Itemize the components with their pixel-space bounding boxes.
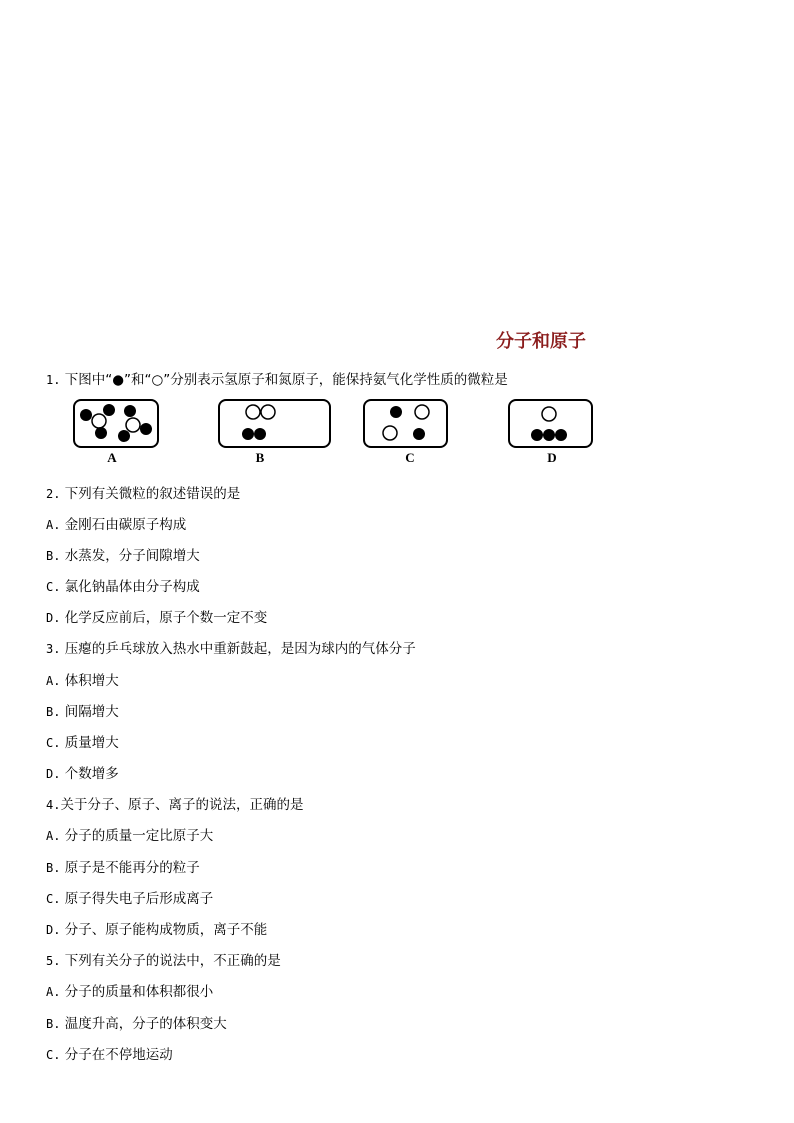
option-label: B.	[46, 861, 61, 875]
option-label: D.	[46, 923, 61, 937]
option-text: 原子得失电子后形成离子	[64, 891, 214, 907]
molecule-figure	[70, 396, 600, 468]
nitrogen-atom	[92, 414, 106, 428]
option-label: C.	[46, 892, 61, 906]
figure-label-d: D	[547, 450, 557, 465]
nitrogen-atom	[415, 405, 429, 419]
question-1	[46, 368, 508, 388]
question-number: 5.	[46, 954, 61, 968]
question-text: 下列有关分子的说法中，不正确的是	[64, 953, 281, 969]
option-label: C.	[46, 580, 61, 594]
option-2b	[46, 544, 200, 564]
option-4c	[46, 887, 213, 907]
option-4a	[46, 824, 213, 844]
hydrogen-atom	[118, 430, 130, 442]
option-text: 氯化钠晶体由分子构成	[64, 579, 200, 595]
hydrogen-atom	[254, 428, 266, 440]
question-number: 1.	[46, 373, 61, 387]
option-text: 体积增大	[64, 673, 119, 689]
question-number: 3.	[46, 642, 61, 656]
nitrogen-atom	[542, 407, 556, 421]
option-text: 化学反应前后，原子个数一定不变	[64, 610, 268, 626]
page-title: 分子和原子	[496, 331, 586, 352]
option-text: 分子的质量和体积都很小	[64, 984, 214, 1000]
figure-option-b	[219, 400, 330, 465]
hydrogen-atom	[555, 429, 567, 441]
question-text: 下图中“●”和“○”分别表示氢原子和氮原子，能保持氨气化学性质的微粒是	[64, 372, 508, 388]
question-text: 压瘪的乒乓球放入热水中重新鼓起，是因为球内的气体分子	[64, 641, 416, 657]
option-5b	[46, 1012, 227, 1032]
hydrogen-atom	[531, 429, 543, 441]
option-label: A.	[46, 674, 61, 688]
figure-option-a	[74, 400, 158, 465]
hydrogen-atom	[95, 427, 107, 439]
option-label: A.	[46, 829, 61, 843]
option-text: 水蒸发，分子间隙增大	[64, 548, 200, 564]
option-5c	[46, 1043, 173, 1063]
option-label: C.	[46, 736, 61, 750]
box-b	[219, 400, 330, 447]
option-2c	[46, 575, 200, 595]
figure-option-d	[509, 400, 592, 465]
nitrogen-atom	[261, 405, 275, 419]
option-text: 个数增多	[64, 766, 119, 782]
option-4b	[46, 856, 200, 876]
option-text: 间隔增大	[64, 704, 119, 720]
question-5	[46, 949, 281, 969]
hydrogen-atom	[390, 406, 402, 418]
option-4d	[46, 918, 267, 938]
option-text: 分子在不停地运动	[64, 1047, 173, 1063]
option-label: D.	[46, 611, 61, 625]
option-2d	[46, 606, 267, 626]
option-label: B.	[46, 549, 61, 563]
question-number: 2.	[46, 487, 61, 501]
option-label: B.	[46, 705, 61, 719]
nitrogen-atom	[383, 426, 397, 440]
question-text: 下列有关微粒的叙述错误的是	[64, 486, 241, 502]
option-text: 温度升高，分子的体积变大	[64, 1016, 227, 1032]
figure-label-c: C	[405, 450, 415, 465]
option-label: A.	[46, 518, 61, 532]
hydrogen-atom	[80, 409, 92, 421]
question-2	[46, 482, 240, 502]
option-text: 原子是不能再分的粒子	[64, 860, 200, 876]
nitrogen-atom	[246, 405, 260, 419]
figure-option-c	[364, 400, 447, 465]
option-3b	[46, 700, 119, 720]
option-label: D.	[46, 767, 61, 781]
option-3d	[46, 762, 119, 782]
question-4	[46, 793, 303, 813]
figure-label-b: B	[255, 450, 265, 465]
option-label: B.	[46, 1017, 61, 1031]
option-label: A.	[46, 985, 61, 999]
hydrogen-atom	[140, 423, 152, 435]
question-3	[46, 637, 416, 657]
option-label: C.	[46, 1048, 61, 1062]
hydrogen-atom	[103, 404, 115, 416]
box-c	[364, 400, 447, 447]
hydrogen-atom	[242, 428, 254, 440]
option-text: 分子、原子能构成物质，离子不能	[64, 922, 268, 938]
hydrogen-atom	[543, 429, 555, 441]
hydrogen-atom	[124, 405, 136, 417]
option-2a	[46, 513, 186, 533]
option-text: 金刚石由碳原子构成	[64, 517, 187, 533]
option-3a	[46, 669, 119, 689]
option-3c	[46, 731, 119, 751]
figure-label-a: A	[107, 450, 117, 465]
option-text: 质量增大	[64, 735, 119, 751]
question-number: 4.	[46, 798, 61, 812]
nitrogen-atom	[126, 418, 140, 432]
option-5a	[46, 980, 213, 1000]
question-text: 关于分子、原子、离子的说法，正确的是	[60, 797, 304, 813]
option-text: 分子的质量一定比原子大	[64, 828, 214, 844]
hydrogen-atom	[413, 428, 425, 440]
